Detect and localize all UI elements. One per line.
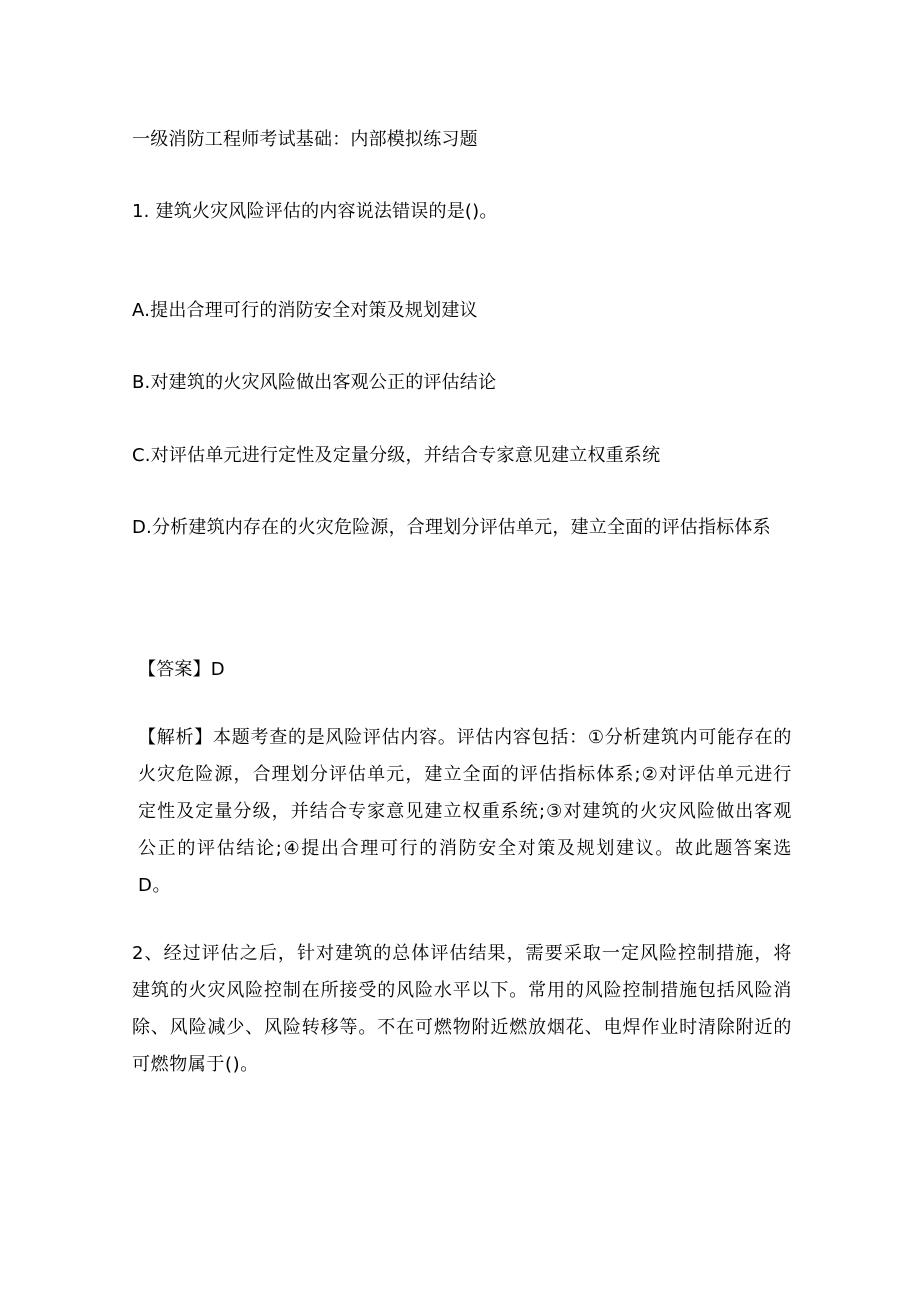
question-2-stem: 2、经过评估之后，针对建筑的总体评估结果，需要采取一定风险控制措施，将建筑的火灾风险控制在所接受的风险水平以下。常用的风险控制措施包括风险消除、风险减少、风险转移等。不在可燃物附近燃放烟花、电焊作业时清除附近的可燃物属于()。 <box>132 943 792 1075</box>
question-1-analysis: 【解析】本题考查的是风险评估内容。评估内容包括：①分析建筑内可能存在的火灾危险源，合理划分评估单元，建立全面的评估指标体系;②对评估单元进行定性及定量分级，并结合专家意见建立权重系统;③对建筑的火灾风险做出客观公正的评估结论;④提出合理可行的消防安全对策及规划建议。故此题答案选 D。 <box>138 727 792 896</box>
document-title: 一级消防工程师考试基础：内部模拟练习题 <box>132 129 478 150</box>
question-1-answer: 【答案】D <box>138 659 225 680</box>
question-1-option-d: D.分析建筑内存在的火灾危险源，合理划分评估单元，建立全面的评估指标体系 <box>132 517 771 538</box>
question-1-stem: 1. 建筑火灾风险评估的内容说法错误的是()。 <box>132 201 498 222</box>
question-1-option-a: A.提出合理可行的消防安全对策及规划建议 <box>132 300 478 321</box>
question-1-option-c: C.对评估单元进行定性及定量分级，并结合专家意见建立权重系统 <box>132 445 661 466</box>
question-1-option-b: B.对建筑的火灾风险做出客观公正的评估结论 <box>132 372 497 393</box>
